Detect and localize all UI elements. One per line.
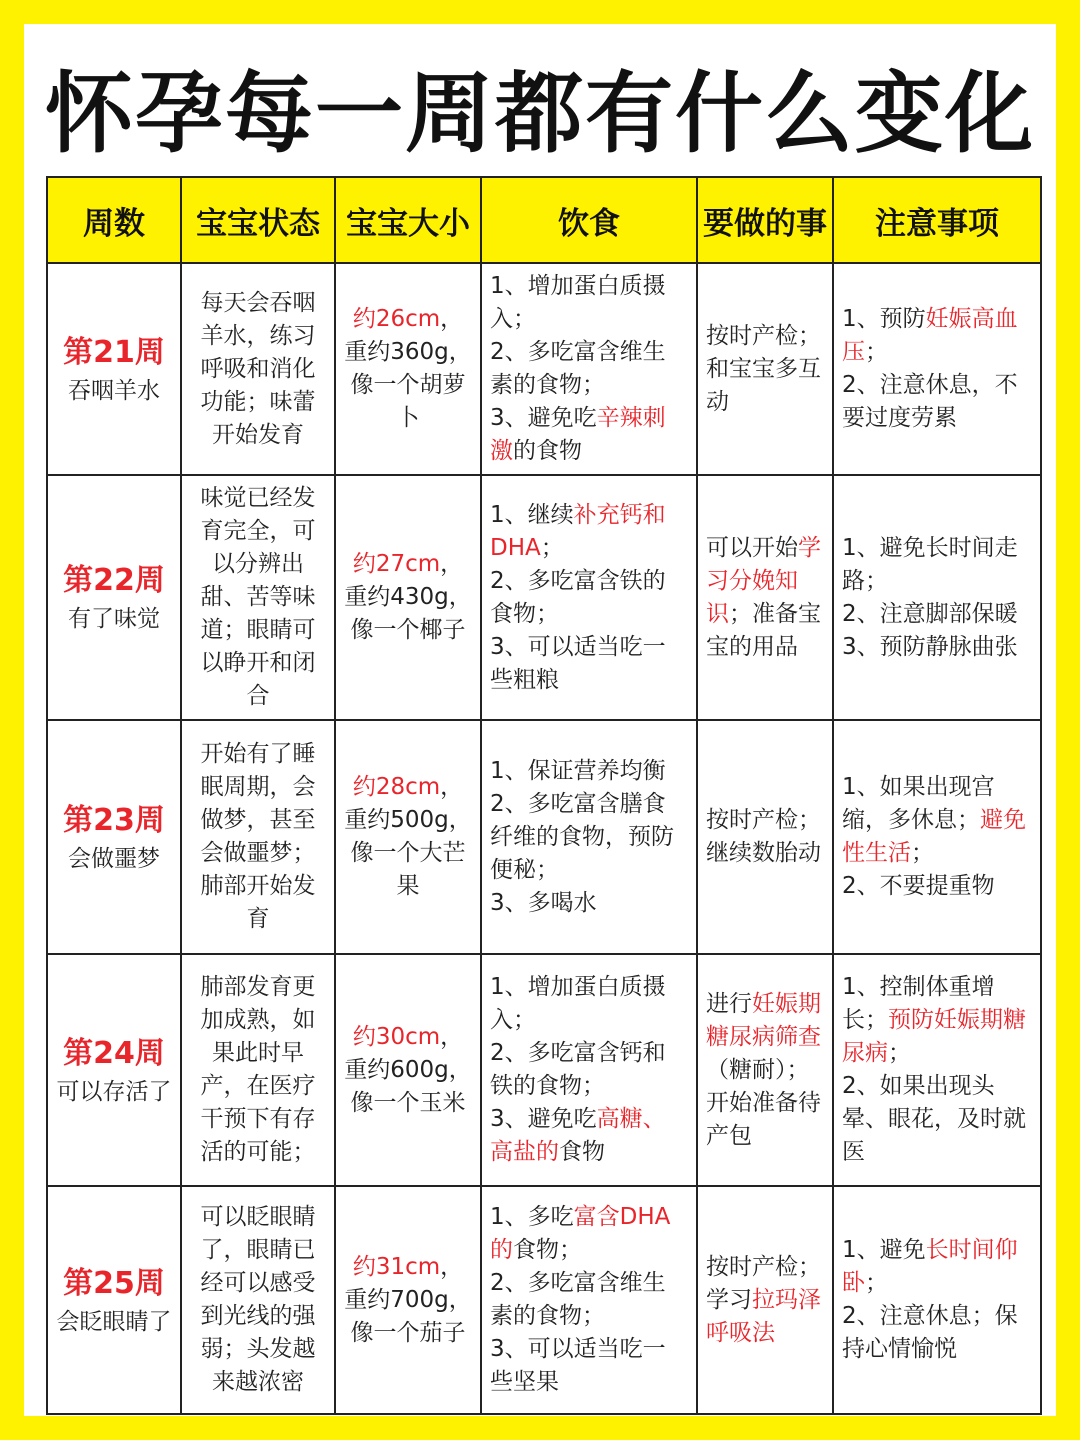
note-item bbox=[842, 1070, 1032, 1169]
diet-cell bbox=[481, 475, 697, 720]
header-notes: 注意事项 bbox=[833, 177, 1041, 263]
baby-length: 约30cm bbox=[352, 1023, 441, 1050]
week-cell bbox=[47, 720, 181, 954]
table-row bbox=[47, 263, 1041, 475]
diet-item-text: 1、增加蛋白质摄入； bbox=[490, 273, 666, 332]
note-item-text: 2、不要提重物 bbox=[842, 873, 995, 899]
week-cell bbox=[47, 263, 181, 475]
note-item-text: 1、预防 bbox=[842, 306, 926, 332]
diet-item bbox=[490, 565, 688, 631]
baby-size-cell bbox=[335, 1186, 481, 1414]
baby-size-cell bbox=[335, 954, 481, 1186]
page-title: 怀孕每一周都有什么变化 bbox=[44, 62, 1035, 165]
diet-item bbox=[490, 1267, 688, 1333]
diet-item-text: 食物； bbox=[513, 1237, 582, 1263]
week-subtitle: 有了味觉 bbox=[68, 606, 160, 632]
table-row bbox=[47, 954, 1041, 1186]
diet-item bbox=[490, 1037, 688, 1103]
diet-item-text: 2、多吃富含膳食纤维的食物，预防便秘； bbox=[490, 790, 674, 883]
week-cell bbox=[47, 475, 181, 720]
header-size: 宝宝大小 bbox=[335, 177, 481, 263]
todo-text: 按时产检；学习 bbox=[706, 1253, 821, 1313]
diet-item bbox=[490, 1333, 688, 1399]
todo-text: 按时产检；继续数胎动 bbox=[706, 807, 821, 866]
baby-size-cell bbox=[335, 720, 481, 954]
diet-item bbox=[490, 755, 688, 788]
week-number: 第23周 bbox=[63, 802, 165, 838]
baby-status-text: 可以眨眼睛了，眼睛已经可以感受到光线的强弱；头发越来越浓密 bbox=[200, 1204, 316, 1395]
diet-item-highlight: 高糖、高盐的 bbox=[490, 1106, 666, 1165]
note-item-text: 2、注意脚部保暖 bbox=[842, 600, 1018, 627]
baby-size-separator: ， bbox=[440, 306, 464, 332]
diet-cell bbox=[481, 954, 697, 1186]
todo-cell bbox=[697, 1186, 833, 1414]
baby-status-text: 开始有了睡眠周期，会做梦，甚至会做噩梦；肺部开始发育 bbox=[200, 741, 316, 932]
diet-item-text: 2、多吃富含钙和铁的食物； bbox=[490, 1040, 666, 1099]
diet-item-text: 食物 bbox=[559, 1139, 605, 1165]
note-item bbox=[842, 971, 1032, 1070]
header-diet: 饮食 bbox=[481, 177, 697, 263]
header-todo: 要做的事 bbox=[697, 177, 833, 263]
note-item-highlight: 避免性生活 bbox=[842, 807, 1026, 866]
diet-item-text: 2、多吃富含铁的食物； bbox=[490, 567, 666, 627]
baby-size-separator: ， bbox=[440, 1023, 464, 1050]
diet-item-text: ； bbox=[540, 534, 564, 561]
week-number: 第21周 bbox=[63, 334, 165, 370]
note-item bbox=[842, 771, 1032, 870]
baby-status-cell bbox=[181, 263, 335, 475]
todo-text: 可以开始 bbox=[706, 534, 798, 561]
diet-item-text: 1、继续 bbox=[490, 501, 574, 528]
note-item-highlight: 预防妊娠期糖尿病 bbox=[842, 1007, 1026, 1066]
note-item-highlight: 妊娠高血压 bbox=[842, 306, 1018, 365]
note-item bbox=[842, 870, 1032, 903]
notes-cell bbox=[833, 475, 1041, 720]
week-subtitle: 会眨眼睛了 bbox=[56, 1308, 172, 1335]
todo-highlight: 拉玛泽呼吸法 bbox=[706, 1286, 821, 1346]
diet-item-text: 1、多吃 bbox=[490, 1204, 574, 1230]
baby-weight-comparison: 重约430g，像一个椰子 bbox=[344, 584, 472, 643]
diet-item bbox=[490, 1201, 688, 1267]
note-item bbox=[842, 598, 1032, 631]
table-row bbox=[47, 475, 1041, 720]
week-number: 第24周 bbox=[63, 1035, 165, 1071]
diet-item-highlight: 补充钙和DHA bbox=[490, 501, 666, 561]
notes-cell bbox=[833, 1186, 1041, 1414]
note-item-text: ； bbox=[911, 840, 934, 866]
baby-size-separator: ， bbox=[440, 774, 464, 800]
notes-cell bbox=[833, 263, 1041, 475]
table-row bbox=[47, 720, 1041, 954]
note-item bbox=[842, 532, 1032, 598]
week-subtitle: 会做噩梦 bbox=[68, 845, 160, 872]
note-item-text: ； bbox=[865, 1270, 888, 1296]
diet-item bbox=[490, 971, 688, 1037]
diet-item bbox=[490, 788, 688, 887]
note-item-text: ； bbox=[865, 339, 888, 365]
week-cell bbox=[47, 954, 181, 1186]
baby-length: 约27cm bbox=[352, 551, 441, 577]
week-cell bbox=[47, 1186, 181, 1414]
todo-text: 进行 bbox=[706, 990, 752, 1017]
baby-status-text: 肺部发育更加成熟，如果此时早产，在医疗干预下有存活的可能； bbox=[200, 974, 316, 1165]
baby-length: 约26cm bbox=[352, 306, 441, 332]
todo-cell bbox=[697, 263, 833, 475]
baby-size-separator: ， bbox=[440, 1253, 464, 1280]
baby-size-separator: ， bbox=[440, 551, 464, 577]
baby-weight-comparison: 重约600g，像一个玉米 bbox=[344, 1056, 472, 1116]
diet-item bbox=[490, 887, 688, 920]
notes-cell bbox=[833, 720, 1041, 954]
diet-item bbox=[490, 1103, 688, 1169]
table-header-row bbox=[47, 177, 1041, 263]
todo-text: ；准备宝宝的用品 bbox=[706, 600, 821, 660]
note-item-text: 2、注意休息；保持心情愉悦 bbox=[842, 1303, 1018, 1362]
todo-text: （糖耐）；开始准备待产包 bbox=[706, 1056, 821, 1149]
diet-item bbox=[490, 631, 688, 697]
poster-card bbox=[24, 24, 1056, 1416]
todo-cell bbox=[697, 475, 833, 720]
header-status: 宝宝状态 bbox=[181, 177, 335, 263]
diet-item bbox=[490, 336, 688, 402]
note-item bbox=[842, 1300, 1032, 1366]
baby-status-cell bbox=[181, 1186, 335, 1414]
pregnancy-week-table bbox=[46, 176, 1042, 1415]
diet-item bbox=[490, 270, 688, 336]
baby-status-text: 味觉已经发育完全，可以分辨出甜、苦等味道；眼睛可以睁开和闭合 bbox=[200, 485, 316, 709]
week-number: 第22周 bbox=[63, 563, 165, 598]
note-item bbox=[842, 369, 1032, 435]
todo-highlight: 学习分娩知识 bbox=[706, 534, 821, 627]
note-item-text: 3、预防静脉曲张 bbox=[842, 633, 1018, 660]
note-item-text: 1、控制体重增长； bbox=[842, 974, 995, 1033]
note-item-text: 1、如果出现宫缩，多休息； bbox=[842, 774, 995, 833]
note-item-text: 1、避免长时间走路； bbox=[842, 534, 1018, 594]
diet-item-text: 3、避免吃 bbox=[490, 405, 597, 431]
diet-item-text: 2、多吃富含维生素的食物； bbox=[490, 1270, 666, 1329]
diet-item-highlight: 富含DHA的 bbox=[490, 1204, 671, 1263]
todo-cell bbox=[697, 720, 833, 954]
note-item-text: ； bbox=[888, 1040, 911, 1066]
note-item-text: 2、注意休息，不要过度劳累 bbox=[842, 372, 1018, 431]
week-subtitle: 吞咽羊水 bbox=[68, 377, 160, 404]
baby-status-text: 每天会吞咽羊水，练习呼吸和消化功能；味蕾开始发育 bbox=[200, 289, 316, 448]
diet-item-text: 1、保证营养均衡 bbox=[490, 757, 666, 784]
diet-item-text: 1、增加蛋白质摄入； bbox=[490, 974, 666, 1033]
week-number: 第25周 bbox=[63, 1265, 165, 1301]
baby-weight-comparison: 重约360g，像一个胡萝卜 bbox=[344, 339, 472, 431]
diet-cell bbox=[481, 1186, 697, 1414]
baby-status-cell bbox=[181, 720, 335, 954]
todo-text: 按时产检；和宝宝多互动 bbox=[706, 322, 821, 415]
baby-length: 约28cm bbox=[352, 774, 441, 800]
diet-item-text: 3、可以适当吃一些坚果 bbox=[490, 1336, 666, 1395]
week-subtitle: 可以存活了 bbox=[56, 1078, 172, 1105]
note-item-text: 1、避免 bbox=[842, 1237, 926, 1263]
notes-cell bbox=[833, 954, 1041, 1186]
diet-cell bbox=[481, 720, 697, 954]
header-week: 周数 bbox=[47, 177, 181, 263]
baby-weight-comparison: 重约700g，像一个茄子 bbox=[344, 1286, 472, 1346]
baby-status-cell bbox=[181, 954, 335, 1186]
diet-item-text: 3、多喝水 bbox=[490, 889, 597, 916]
diet-item-highlight: 辛辣刺激 bbox=[490, 405, 666, 464]
note-item bbox=[842, 1234, 1032, 1300]
baby-weight-comparison: 重约500g，像一个大芒果 bbox=[344, 807, 472, 899]
note-item bbox=[842, 631, 1032, 664]
diet-item-text: 3、可以适当吃一些粗粮 bbox=[490, 633, 666, 693]
note-item-text: 2、如果出现头晕、眼花，及时就医 bbox=[842, 1073, 1026, 1165]
baby-size-cell bbox=[335, 475, 481, 720]
diet-item-text: 2、多吃富含维生素的食物； bbox=[490, 339, 666, 398]
diet-item-text: 3、避免吃 bbox=[490, 1106, 597, 1132]
diet-item-text: 的食物 bbox=[513, 438, 582, 464]
baby-length: 约31cm bbox=[352, 1253, 441, 1280]
note-item-highlight: 长时间仰卧 bbox=[842, 1237, 1018, 1296]
baby-status-cell bbox=[181, 475, 335, 720]
diet-cell bbox=[481, 263, 697, 475]
baby-size-cell bbox=[335, 263, 481, 475]
diet-item bbox=[490, 499, 688, 565]
table-row bbox=[47, 1186, 1041, 1414]
diet-item bbox=[490, 402, 688, 468]
note-item bbox=[842, 303, 1032, 369]
todo-highlight: 妊娠期糖尿病筛查 bbox=[706, 990, 821, 1050]
todo-cell bbox=[697, 954, 833, 1186]
